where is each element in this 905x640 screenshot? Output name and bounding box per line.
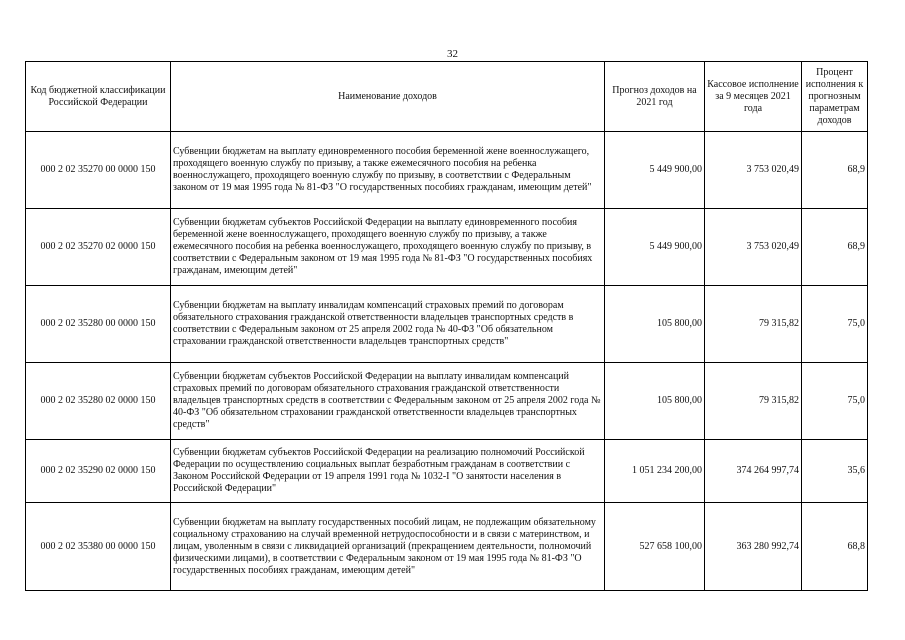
row-name: Субвенции бюджетам субъектов Российской Федерации на выплату единовременного пособия беременной жене военнослужащего, проходящего военную службу по призыву, а также ежемесячного пособия на ребенка военнослужащего, проходящего военную службу по призыву, в соответствии с Федеральным законом от 19 мая 1995 года № 81-ФЗ "О государственных пособиях гражданам, имеющим детей": [171, 209, 605, 286]
row-name: Субвенции бюджетам субъектов Российской Федерации на выплату инвалидам компенсаций страховых премий по договорам обязательного страхования гражданской ответственности владельцев транспортных средств в соответствии с Федеральным законом от 25 апреля 2002 года № 40-ФЗ "Об обязательном страховании гражданской ответственности владельцев транспортных средств": [171, 363, 605, 440]
row-percent: 35,6: [802, 440, 868, 503]
row-name: Субвенции бюджетам на выплату государственных пособий лицам, не подлежащим обязательному социальному страхованию на случай временной нетрудоспособности и в связи с материнством, и лицам, уволенным в связи с ликвидацией организаций (прекращением деятельности, полномочий физическими лицами), в соответствии с Федеральным законом от 19 мая 1995 года № 81-ФЗ "О государственных пособиях гражданам, имеющим детей": [171, 503, 605, 591]
page-number: 32: [447, 48, 458, 60]
header-execution: Кассовое исполнение за 9 месяцев 2021 года: [705, 62, 802, 132]
row-name: Субвенции бюджетам на выплату единовременного пособия беременной жене военнослужащего, проходящего военную службу по призыву, а также ежемесячного пособия на ребенка военнослужащего, проходящего военную службу по призыву, в соответствии с Федеральным законом от 19 мая 1995 года № 81-ФЗ "О государственных пособиях гражданам, имеющим детей": [171, 132, 605, 209]
row-execution: 363 280 992,74: [705, 503, 802, 591]
row-percent: 75,0: [802, 286, 868, 363]
row-code: 000 2 02 35280 00 0000 150: [26, 286, 171, 363]
table-header-row: [26, 62, 868, 132]
table-row: [26, 286, 868, 363]
row-name: Субвенции бюджетам субъектов Российской Федерации на реализацию полномочий Российской Федерации по осуществлению социальных выплат безработным гражданам в соответствии с Законом Российской Федерации от 19 апреля 1991 года № 1032-I "О занятости населения в Российской Федерации": [171, 440, 605, 503]
header-forecast: Прогноз доходов на 2021 год: [605, 62, 705, 132]
header-name: Наименование доходов: [171, 62, 605, 132]
row-name: Субвенции бюджетам на выплату инвалидам компенсаций страховых премий по договорам обязательного страхования гражданской ответственности владельцев транспортных средств в соответствии с Федеральным законом от 25 апреля 2002 года № 40-ФЗ "Об обязательном страховании гражданской ответственности владельцев транспортных средств": [171, 286, 605, 363]
row-execution: 79 315,82: [705, 286, 802, 363]
row-forecast: 5 449 900,00: [605, 132, 705, 209]
row-execution: 374 264 997,74: [705, 440, 802, 503]
row-execution: 79 315,82: [705, 363, 802, 440]
table-row: [26, 209, 868, 286]
row-percent: 68,8: [802, 503, 868, 591]
row-forecast: 1 051 234 200,00: [605, 440, 705, 503]
row-code: 000 2 02 35380 00 0000 150: [26, 503, 171, 591]
row-percent: 68,9: [802, 132, 868, 209]
row-forecast: 105 800,00: [605, 286, 705, 363]
row-code: 000 2 02 35270 02 0000 150: [26, 209, 171, 286]
row-percent: 68,9: [802, 209, 868, 286]
table-row: [26, 440, 868, 503]
table-row: [26, 132, 868, 209]
table-row: [26, 363, 868, 440]
row-execution: 3 753 020,49: [705, 209, 802, 286]
header-code: Код бюджетной классификации Российской Федерации: [26, 62, 171, 132]
table-row: [26, 503, 868, 591]
row-forecast: 527 658 100,00: [605, 503, 705, 591]
row-code: 000 2 02 35270 00 0000 150: [26, 132, 171, 209]
revenue-table: [25, 61, 868, 591]
row-execution: 3 753 020,49: [705, 132, 802, 209]
row-percent: 75,0: [802, 363, 868, 440]
row-forecast: 5 449 900,00: [605, 209, 705, 286]
row-forecast: 105 800,00: [605, 363, 705, 440]
row-code: 000 2 02 35290 02 0000 150: [26, 440, 171, 503]
header-percent: Процент исполнения к прогнозным параметрам доходов: [802, 62, 868, 132]
row-code: 000 2 02 35280 02 0000 150: [26, 363, 171, 440]
